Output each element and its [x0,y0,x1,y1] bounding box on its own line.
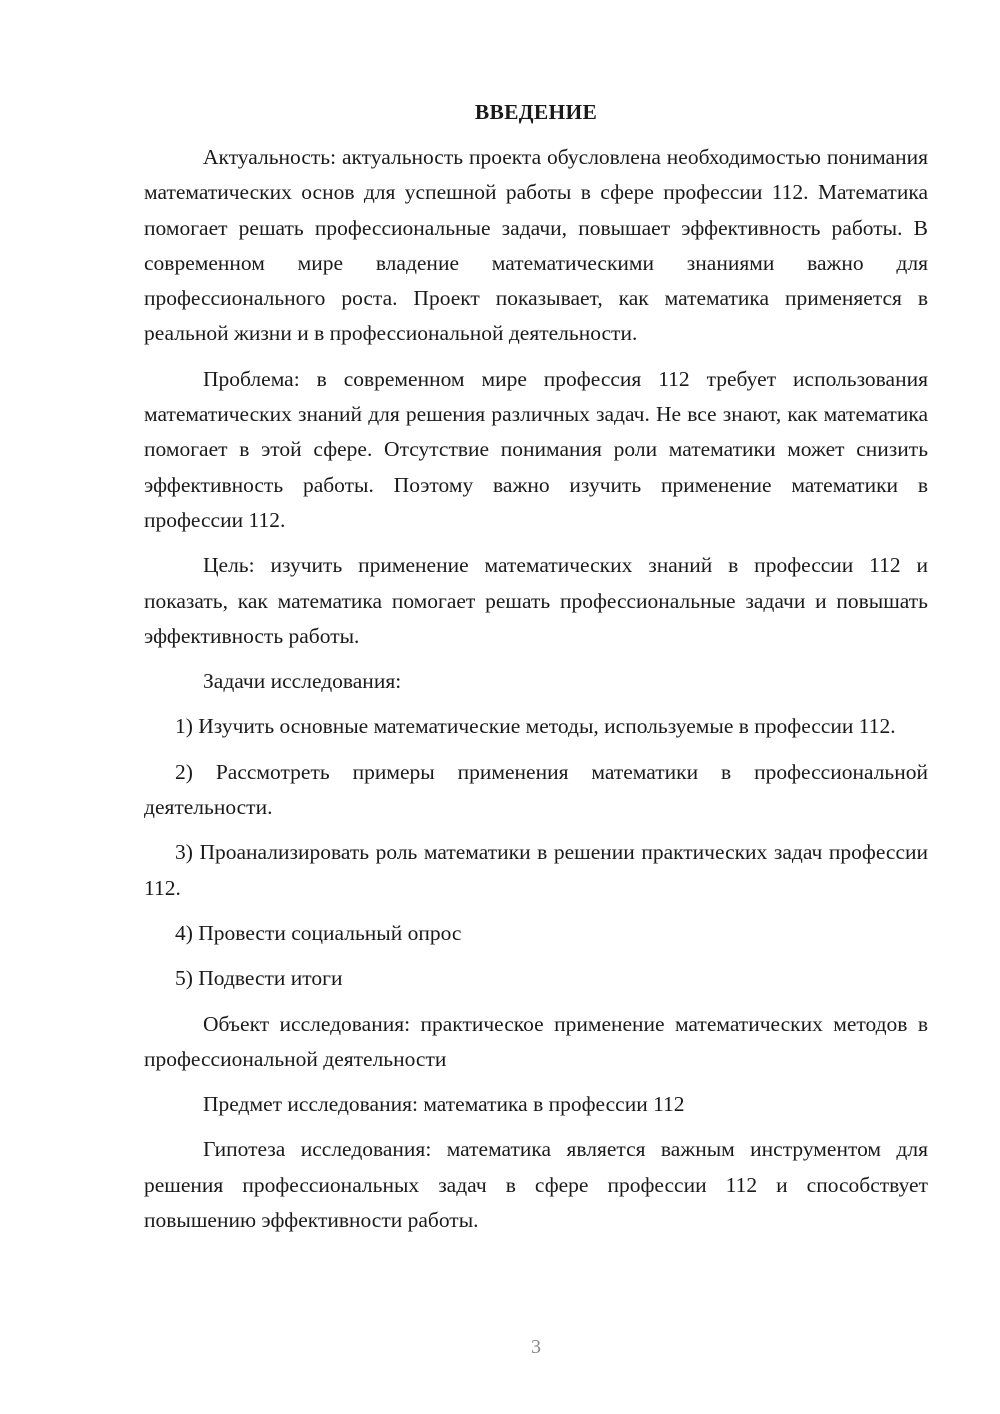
paragraph-object: Объект исследования: практическое применение математических методов в профессиональной деятельности [144,1011,928,1071]
paragraph-problem: Проблема: в современном мире профессия 112 требует использования математических знаний для решения различных задач. Не все знают, как математика помогает в этой сфере. Отсутствие понимания роли математики может снизить эффективность работы. Поэтому важно изучить применение математики в профессии 112. [144,366,928,532]
task-item-3: 3) Проанализировать роль математики в решении практических задач профессии 112. [144,840,928,900]
task-item-4: 4) Провести социальный опрос [175,920,462,945]
task-item-1: 1) Изучить основные математические методы, используемые в профессии 112. [175,714,896,739]
page-number: 3 [531,1336,541,1358]
paragraph-hypothesis: Гипотеза исследования: математика является важным инструментом для решения профессиональных задач в сфере профессии 112 и способствует повышению эффективности работы. [144,1137,928,1233]
task-item-2: 2) Рассмотреть примеры применения математики в профессиональной деятельности. [144,759,928,820]
paragraph-subject: Предмет исследования: математика в профессии 112 [203,1092,685,1117]
task-item-5: 5) Подвести итоги [175,966,343,991]
paragraph-tasks-heading: Задачи исследования: [203,669,402,694]
paragraph-goal: Цель: изучить применение математических знаний в профессии 112 и показать, как математика помогает решать профессиональные задачи и повышать эффективность работы. [144,553,928,648]
page-content [144,95,928,1248]
paragraph-actuality: Актуальность: актуальность проекта обусловлена необходимостью понимания математических основ для успешной работы в сфере профессии 112. Математика помогает решать профессиональные задачи, повышает эффективность работы. В современном мире владение математическими знаниями важно для профессионального роста. Проект показывает, как математика применяется в реальной жизни и в профессиональной деятельности. [144,145,928,346]
page-title: ВВЕДЕНИЕ [474,100,598,124]
